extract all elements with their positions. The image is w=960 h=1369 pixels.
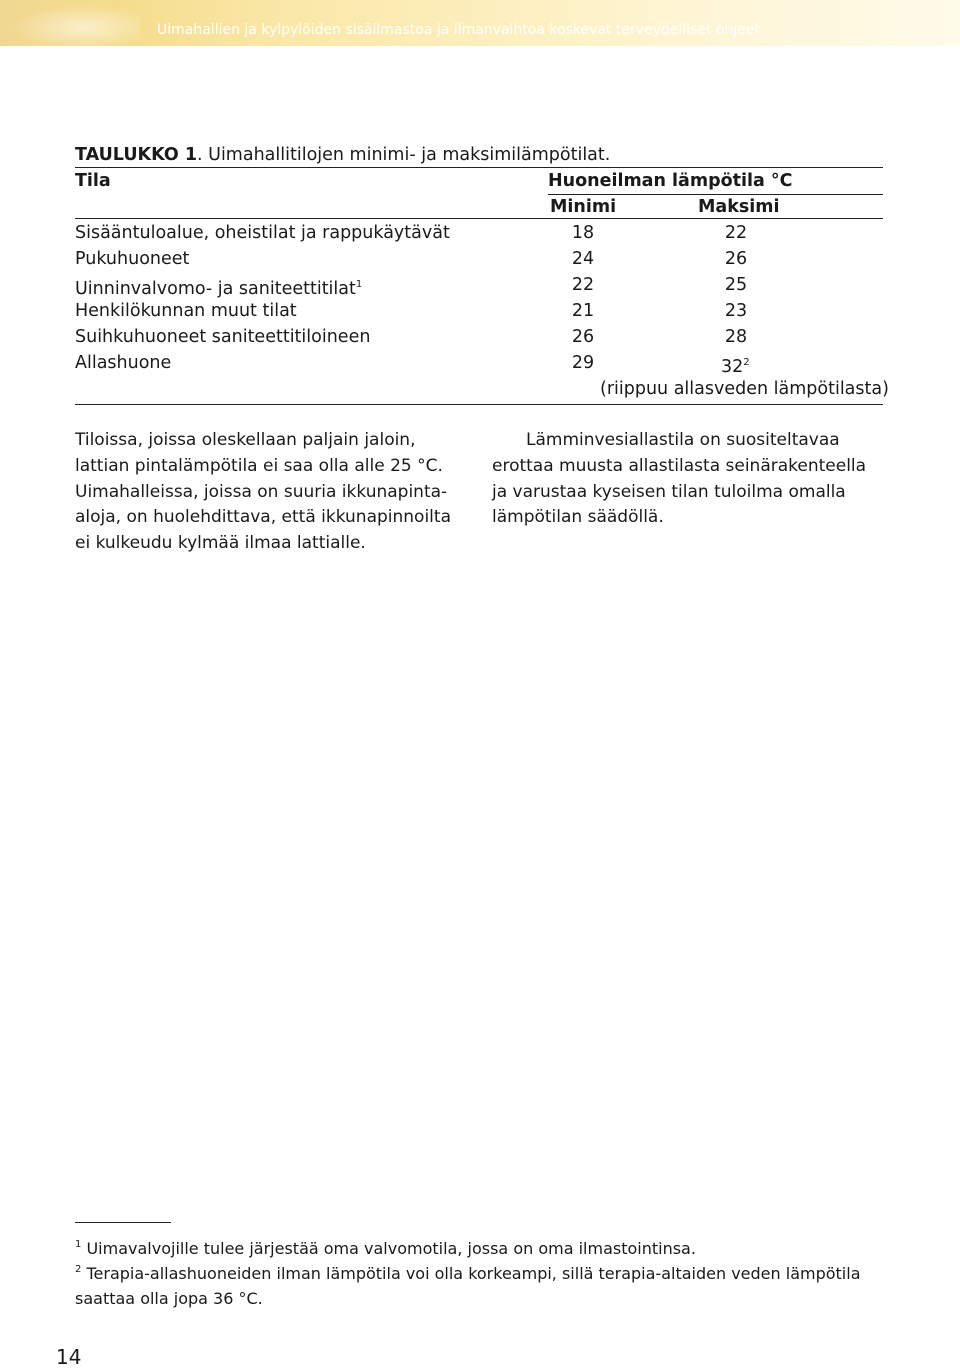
row-room: Suihkuhuoneet saniteettitiloineen bbox=[75, 327, 371, 347]
header-bottom-rule bbox=[75, 218, 883, 219]
body-paragraph-left: Tiloissa, joissa oleskellaan paljain jaloin, lattian pintalämpötila ei saa olla alle 25 °C. Uimahalleissa, joissa on suuria ikkunapinta-aloja, on huolehdittava, että ikkunapinnoilta ei kulkeudu kylmää ilmaa lattialle. bbox=[75, 430, 451, 554]
row-min: 18 bbox=[571, 223, 595, 243]
table-note: (riippuu allasveden lämpötilasta) bbox=[600, 379, 889, 399]
footnote-mark: 1 bbox=[75, 1239, 82, 1250]
row-max: 28 bbox=[724, 327, 748, 347]
row-room: Henkilökunnan muut tilat bbox=[75, 301, 297, 321]
row-min: 21 bbox=[571, 301, 595, 321]
footnote-separator bbox=[75, 1222, 171, 1223]
row-max: 22 bbox=[724, 223, 748, 243]
footnote-mark: 2 bbox=[75, 1264, 82, 1275]
col-header-min: Minimi bbox=[550, 197, 617, 217]
row-min: 29 bbox=[571, 353, 595, 373]
row-max: 25 bbox=[724, 275, 748, 295]
body-paragraph-right: Lämminvesiallastila on suositeltavaa erottaa muusta allastilasta seinärakenteella ja varustaa kyseisen tilan tuloilma omalla lämpötilan säädöllä. bbox=[492, 430, 867, 528]
row-room-text: Uinninvalvomo- ja saniteettitilat bbox=[75, 279, 356, 299]
row-max-value: 32 bbox=[721, 357, 744, 377]
row-min: 26 bbox=[571, 327, 595, 347]
table-caption-text: . Uimahallitilojen minimi- ja maksimilämpötilat. bbox=[197, 145, 611, 165]
row-min: 24 bbox=[571, 249, 595, 269]
row-max: 23 bbox=[724, 301, 748, 321]
row-room bbox=[75, 274, 362, 300]
col-header-max: Maksimi bbox=[698, 197, 780, 217]
footnote-text: Uimavalvojille tulee järjestää oma valvomotila, jossa on oma ilmastointinsa. bbox=[86, 1239, 696, 1258]
row-max bbox=[721, 352, 750, 378]
footnote bbox=[75, 1257, 895, 1311]
footnote-text: Terapia-allashuoneiden ilman lämpötila voi olla korkeampi, sillä terapia-altaiden veden lämpötila saattaa olla jopa 36 °C. bbox=[75, 1264, 861, 1308]
running-header-title: Uimahallien ja kylpylöiden sisäilmastoa ja ilmanvaihtoa koskevat terveydelliset ohjeet bbox=[157, 22, 760, 38]
table-caption bbox=[75, 145, 610, 165]
col-header-temperature: Huoneilman lämpötila °C bbox=[548, 171, 793, 191]
row-room: Allashuone bbox=[75, 353, 172, 373]
header-band bbox=[0, 0, 960, 46]
page-number: 14 bbox=[56, 1345, 82, 1369]
table-bottom-rule bbox=[75, 404, 883, 405]
col-header-room: Tila bbox=[75, 171, 111, 191]
row-room: Sisääntuloalue, oheistilat ja rappukäytävät bbox=[75, 223, 450, 243]
footnote-ref: 2 bbox=[743, 357, 750, 368]
row-min: 22 bbox=[571, 275, 595, 295]
header-sub-rule bbox=[548, 194, 883, 195]
footnote-ref: 1 bbox=[355, 279, 363, 290]
row-max: 26 bbox=[724, 249, 748, 269]
table-caption-label: TAULUKKO 1 bbox=[75, 145, 198, 165]
row-room: Pukuhuoneet bbox=[75, 249, 190, 269]
table-top-rule bbox=[75, 167, 883, 168]
